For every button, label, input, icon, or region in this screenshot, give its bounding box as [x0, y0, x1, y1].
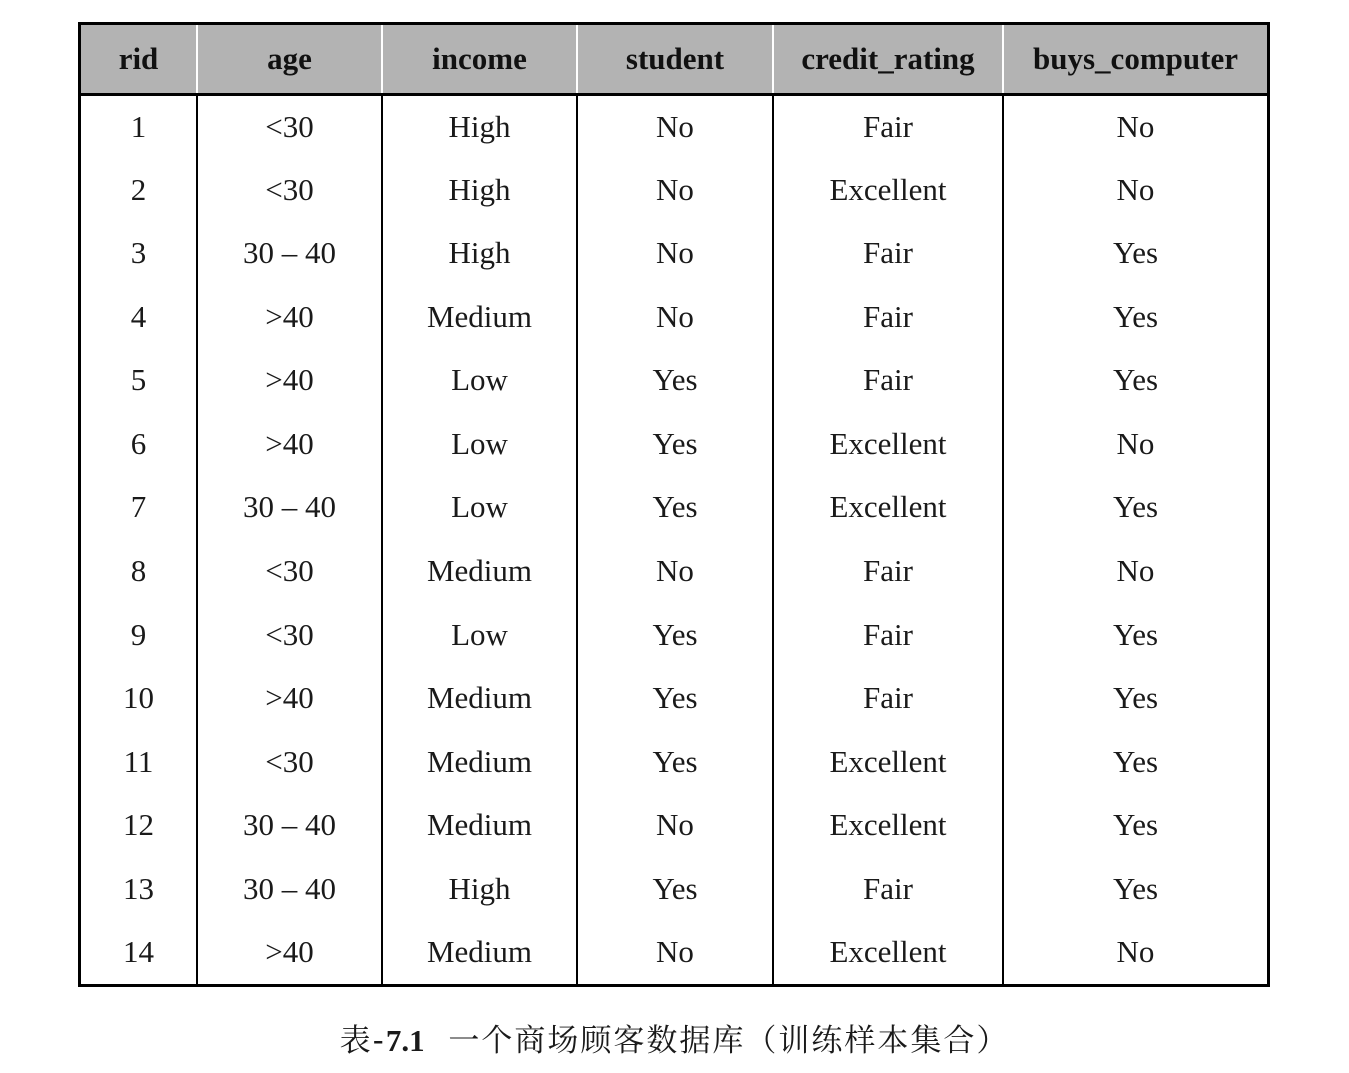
table-body — [81, 95, 1267, 985]
table-row — [81, 730, 1267, 794]
cell-student: Yes — [577, 730, 773, 794]
cell-buys-computer: Yes — [1003, 285, 1267, 349]
cell-rid: 8 — [130, 552, 147, 588]
cell-rid: 5 — [130, 362, 147, 398]
cell-age: >40 — [197, 412, 382, 476]
cell-student: No — [577, 285, 773, 349]
cell-student: Yes — [577, 476, 773, 540]
table-row — [81, 920, 1267, 984]
cell-age: <30 — [197, 730, 382, 794]
table-row — [81, 793, 1267, 857]
cell-age: >40 — [197, 349, 382, 413]
table-row — [81, 349, 1267, 413]
cell-income: Low — [382, 476, 577, 540]
cell-rid: 7 — [130, 489, 147, 525]
cell-rid: 6 — [130, 425, 147, 461]
cell-credit-rating: Fair — [773, 539, 1003, 603]
customer-data-table — [81, 25, 1267, 984]
cell-income: Medium — [382, 730, 577, 794]
caption-prefix: 表- — [339, 1023, 386, 1059]
cell-buys-computer: No — [1003, 95, 1267, 159]
caption-text: 一个商场顾客数据库（训练样本集合） — [448, 1023, 1010, 1059]
cell-student: No — [577, 95, 773, 159]
cell-age: <30 — [197, 539, 382, 603]
cell-buys-computer: Yes — [1003, 730, 1267, 794]
cell-age: <30 — [197, 95, 382, 159]
cell-buys-computer: Yes — [1003, 349, 1267, 413]
cell-buys-computer: Yes — [1003, 222, 1267, 286]
cell-buys-computer: No — [1003, 158, 1267, 222]
cell-credit-rating: Fair — [773, 857, 1003, 921]
cell-student: No — [577, 793, 773, 857]
cell-student: Yes — [577, 412, 773, 476]
cell-age: >40 — [197, 920, 382, 984]
header-student: student — [577, 25, 773, 95]
cell-credit-rating: Excellent — [773, 730, 1003, 794]
header-age: age — [197, 25, 382, 95]
cell-income: High — [382, 158, 577, 222]
cell-credit-rating: Excellent — [773, 476, 1003, 540]
table-row — [81, 222, 1267, 286]
cell-income: Medium — [382, 539, 577, 603]
cell-rid: 13 — [123, 870, 154, 906]
cell-income: Medium — [382, 920, 577, 984]
cell-rid: 10 — [123, 680, 154, 716]
header-income: income — [382, 25, 577, 95]
cell-student: No — [577, 539, 773, 603]
cell-age: 30 – 40 — [197, 222, 382, 286]
header-rid: rid — [81, 25, 197, 95]
data-table-frame — [78, 22, 1270, 987]
table-row — [81, 285, 1267, 349]
cell-rid: 3 — [130, 235, 147, 271]
cell-student: No — [577, 920, 773, 984]
cell-age: 30 – 40 — [197, 857, 382, 921]
cell-buys-computer: Yes — [1003, 476, 1267, 540]
cell-credit-rating: Excellent — [773, 920, 1003, 984]
cell-buys-computer: Yes — [1003, 793, 1267, 857]
cell-rid: 9 — [130, 616, 147, 652]
header-row — [81, 25, 1267, 95]
caption-number: 7.1 — [385, 1023, 425, 1058]
cell-student: Yes — [577, 666, 773, 730]
table-row — [81, 95, 1267, 159]
cell-buys-computer: Yes — [1003, 666, 1267, 730]
table-header — [81, 25, 1267, 95]
cell-credit-rating: Fair — [773, 349, 1003, 413]
cell-credit-rating: Fair — [773, 603, 1003, 667]
table-row — [81, 476, 1267, 540]
cell-age: <30 — [197, 158, 382, 222]
cell-buys-computer: No — [1003, 539, 1267, 603]
table-row — [81, 666, 1267, 730]
cell-income: Medium — [382, 666, 577, 730]
table-row — [81, 539, 1267, 603]
cell-rid: 4 — [130, 298, 147, 334]
header-credit-rating: credit_rating — [773, 25, 1003, 95]
cell-age: >40 — [197, 666, 382, 730]
cell-rid: 14 — [123, 934, 154, 970]
cell-student: Yes — [577, 349, 773, 413]
cell-student: Yes — [577, 857, 773, 921]
table-row — [81, 857, 1267, 921]
cell-income: High — [382, 95, 577, 159]
cell-income: Low — [382, 412, 577, 476]
cell-buys-computer: No — [1003, 412, 1267, 476]
cell-credit-rating: Fair — [773, 666, 1003, 730]
cell-age: >40 — [197, 285, 382, 349]
table-caption — [0, 1015, 1349, 1060]
cell-income: Medium — [382, 793, 577, 857]
table-row — [81, 412, 1267, 476]
cell-buys-computer: Yes — [1003, 603, 1267, 667]
cell-age: 30 – 40 — [197, 793, 382, 857]
cell-rid: 12 — [123, 807, 154, 843]
cell-credit-rating: Fair — [773, 222, 1003, 286]
cell-credit-rating: Excellent — [773, 412, 1003, 476]
cell-credit-rating: Excellent — [773, 158, 1003, 222]
cell-income: Medium — [382, 285, 577, 349]
cell-credit-rating: Fair — [773, 95, 1003, 159]
cell-age: 30 – 40 — [197, 476, 382, 540]
cell-income: Low — [382, 603, 577, 667]
cell-student: No — [577, 222, 773, 286]
cell-credit-rating: Excellent — [773, 793, 1003, 857]
header-buys-computer: buys_computer — [1003, 25, 1267, 95]
cell-credit-rating: Fair — [773, 285, 1003, 349]
table-row — [81, 603, 1267, 667]
cell-rid: 11 — [123, 743, 154, 779]
cell-rid: 2 — [130, 171, 147, 207]
cell-income: Low — [382, 349, 577, 413]
cell-income: High — [382, 222, 577, 286]
table-row — [81, 158, 1267, 222]
cell-age: <30 — [197, 603, 382, 667]
cell-buys-computer: Yes — [1003, 857, 1267, 921]
cell-student: Yes — [577, 603, 773, 667]
cell-rid: 1 — [130, 109, 147, 145]
cell-buys-computer: No — [1003, 920, 1267, 984]
cell-income: High — [382, 857, 577, 921]
cell-student: No — [577, 158, 773, 222]
